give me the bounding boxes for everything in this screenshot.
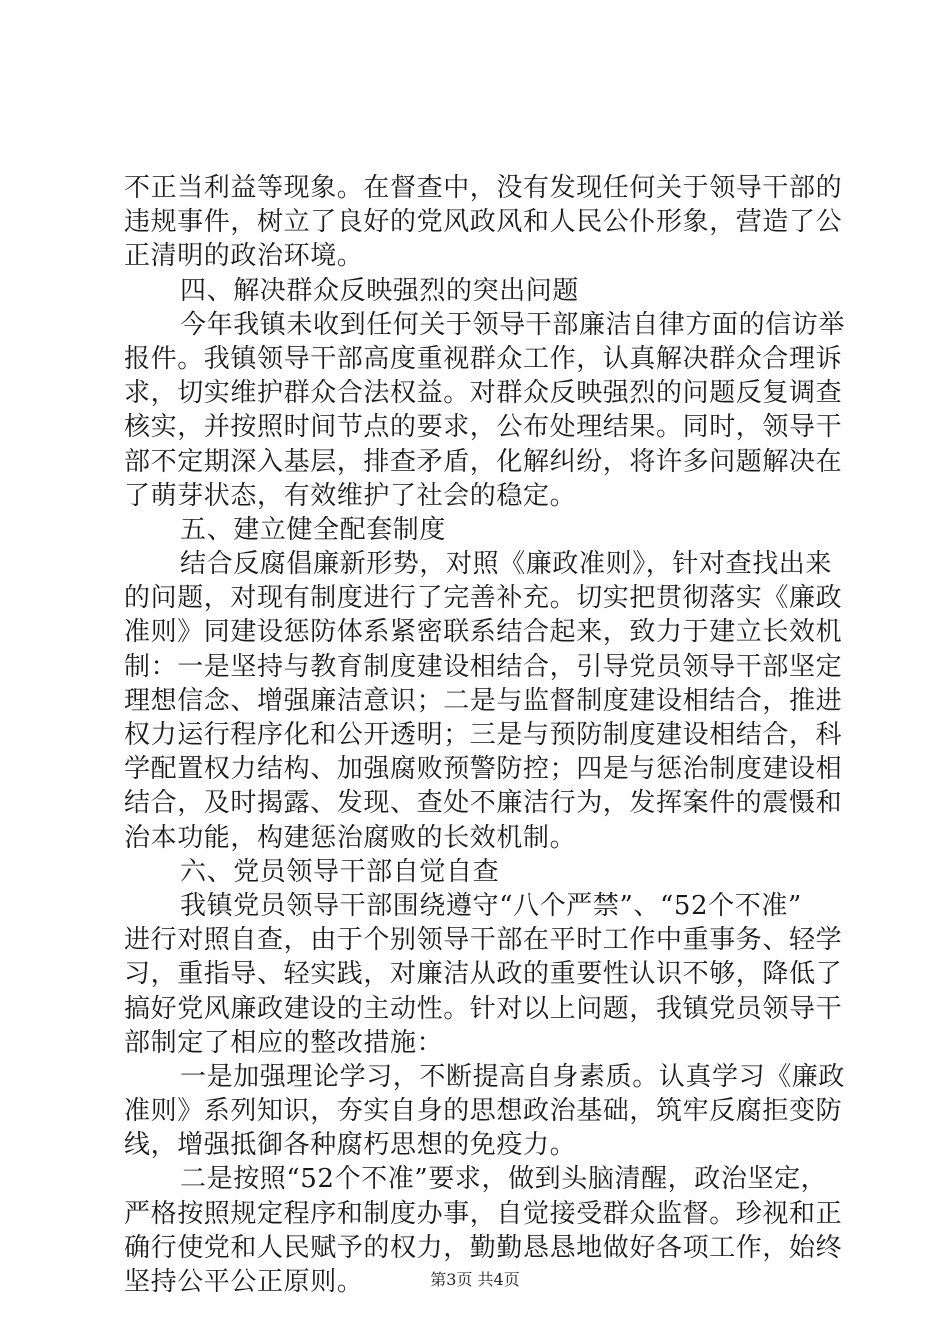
text-line: 的问题，对现有制度进行了完善补充。切实把贯彻落实《廉政 [124,583,843,614]
text-line: 确行使党和人民赋予的权力，勤勤恳恳地做好各项工作，始终 [124,1232,843,1263]
text-line: 违规事件，树立了良好的党风政风和人民公仆形象，营造了公 [124,207,843,238]
text-line: 求，切实维护群众合法权益。对群众反映强烈的问题反复调查 [124,378,843,409]
text-line: 正清明的政治环境。 [124,241,364,272]
page-footer: 第3页 共4页 [430,1270,520,1289]
text-line: 坚持公平公正原则。 [124,1267,364,1297]
text-line: 了萌芽状态，有效维护了社会的稳定。 [124,480,577,511]
text-line: 结合反腐倡廉新形势，对照《廉政准则》，针对查找出来 [180,549,833,580]
text-line: 部不定期深入基层，排查矛盾，化解纠纷，将许多问题解决在 [124,446,843,477]
text-line: 治本功能，构建惩治腐败的长效机制。 [124,822,577,853]
text-line: 习，重指导、轻实践，对廉洁从政的重要性认识不够，降低了 [124,959,843,990]
text-line: 我镇党员领导干部围绕遵守“八个严禁”、“52个不准” [180,890,802,921]
text-line: 结合，及时揭露、发现、查处不廉洁行为，发挥案件的震慑和 [124,788,843,819]
text-line: 线，增强抵御各种腐朽思想的免疫力。 [124,1130,577,1161]
text-line: 学配置权力结构、加强腐败预警防控；四是与惩治制度建设相 [124,754,843,785]
text-line: 今年我镇未收到任何关于领导干部廉洁自律方面的信访举 [180,309,846,340]
document-body [124,171,846,1299]
text-line: 搞好党风廉政建设的主动性。针对以上问题，我镇党员领导干 [124,993,843,1024]
text-line: 核实，并按照时间节点的要求，公布处理结果。同时，领导干 [124,412,843,443]
text-line: 不正当利益等现象。在督查中，没有发现任何关于领导干部的 [124,173,843,203]
text-line: 制：一是坚持与教育制度建设相结合，引导党员领导干部坚定 [124,651,843,682]
text-line: 进行对照自查，由于个别领导干部在平时工作中重事务、轻学 [124,925,843,956]
text-line: 理想信念、增强廉洁意识；二是与监督制度建设相结合，推进 [124,685,843,716]
text-line: 准则》同建设惩防体系紧密联系结合起来，致力于建立长效机 [124,617,843,648]
text-line: 报件。我镇领导干部高度重视群众工作，认真解决群众合理诉 [124,343,843,374]
text-line: 一是加强理论学习，不断提高自身素质。认真学习《廉政 [180,1061,846,1092]
text-line: 权力运行程序化和公开透明；三是与预防制度建设相结合，科 [124,720,843,750]
text-line: 二是按照“52个不准”要求，做到头脑清醒，政治坚定， [180,1164,828,1195]
text-line: 准则》系列知识，夯实自身的思想政治基础，筑牢反腐拒变防 [124,1096,843,1127]
section-heading: 五、建立健全配套制度 [180,514,447,545]
text-line: 部制定了相应的整改措施： [124,1027,444,1058]
section-heading: 六、党员领导干部自觉自查 [180,856,500,887]
text-line: 严格按照规定程序和制度办事，自觉接受群众监督。珍视和正 [124,1198,843,1229]
section-heading: 四、解决群众反映强烈的突出问题 [180,275,580,306]
